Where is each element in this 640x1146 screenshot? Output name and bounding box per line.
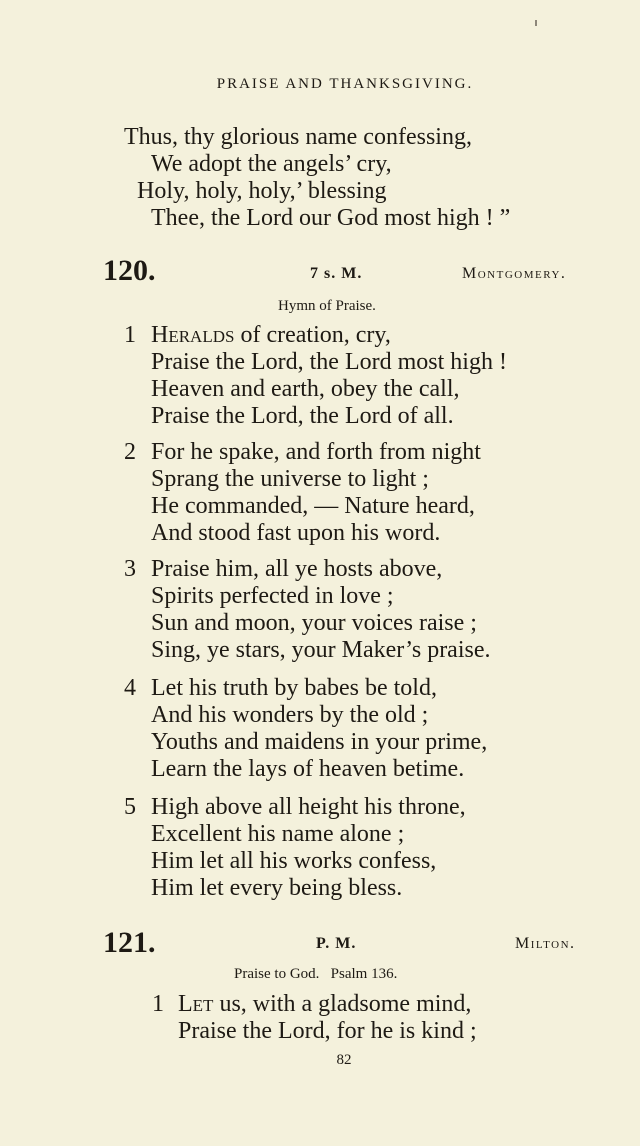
- verse-number: 4: [124, 675, 136, 701]
- hymn-number: 120.: [103, 254, 156, 287]
- verse-line: [151, 322, 391, 349]
- verse-line: Excellent his name alone ;: [151, 821, 405, 847]
- hymn-number: 121.: [103, 926, 156, 959]
- verse-number: 3: [124, 556, 136, 582]
- verse-line: Learn the lays of heaven betime.: [151, 756, 465, 782]
- verse-line: Praise the Lord, the Lord of all.: [151, 403, 454, 429]
- verse-line: And stood fast upon his word.: [151, 520, 441, 546]
- verse-line: Youths and maidens in your prime,: [151, 729, 488, 755]
- hymn-author: Montgomery.: [462, 265, 567, 282]
- verse-line: Sing, ye stars, your Maker’s praise.: [151, 637, 491, 663]
- verse-line: [178, 991, 471, 1018]
- verse-number: 1: [152, 991, 164, 1017]
- verse-line: He commanded, — Nature heard,: [151, 493, 475, 519]
- verse-first-rest: us, with a gladsome mind,: [213, 991, 472, 1017]
- verse-number: 2: [124, 439, 136, 465]
- continuation-line: We adopt the angels’ cry,: [151, 151, 392, 177]
- verse-number: 5: [124, 794, 136, 820]
- continuation-line: Thus, thy glorious name confessing,: [124, 124, 472, 150]
- hymn-subtitle: Hymn of Praise.: [278, 298, 376, 314]
- verse-line: And his wonders by the old ;: [151, 702, 429, 728]
- hymn-author: Milton.: [515, 935, 576, 952]
- continuation-line: Holy, holy, holy,’ blessing: [137, 178, 387, 204]
- verse-line: Him let all his works confess,: [151, 848, 437, 874]
- verse-number: 1: [124, 322, 136, 348]
- verse-first-rest: of creation, cry,: [234, 322, 391, 348]
- verse-line: Him let every being bless.: [151, 875, 403, 901]
- verse-line: Praise him, all ye hosts above,: [151, 556, 443, 582]
- hymn-meter: 7 s. M.: [310, 265, 363, 282]
- verse-line: For he spake, and forth from night: [151, 439, 481, 465]
- verse-line: Spirits perfected in love ;: [151, 583, 394, 609]
- verse-line: High above all height his throne,: [151, 794, 466, 820]
- verse-line: Praise the Lord, the Lord most high !: [151, 349, 507, 375]
- continuation-line: Thee, the Lord our God most high ! ”: [151, 205, 511, 231]
- hymn-subtitle: Praise to God. Psalm 136.: [234, 966, 398, 982]
- verse-line: Sun and moon, your voices raise ;: [151, 610, 477, 636]
- verse-line: Heaven and earth, obey the call,: [151, 376, 460, 402]
- verse-line: Praise the Lord, for he is kind ;: [178, 1018, 477, 1044]
- verse-first-word: Heralds: [151, 322, 235, 348]
- verse-first-word: Let: [178, 991, 214, 1017]
- verse-line: Sprang the universe to light ;: [151, 466, 429, 492]
- print-speck: [535, 20, 537, 26]
- verse-line: Let his truth by babes be told,: [151, 675, 437, 701]
- page-number: 82: [336, 1052, 352, 1068]
- hymn-meter: P. M.: [316, 935, 357, 952]
- running-header: PRAISE AND THANKSGIVING.: [216, 76, 474, 92]
